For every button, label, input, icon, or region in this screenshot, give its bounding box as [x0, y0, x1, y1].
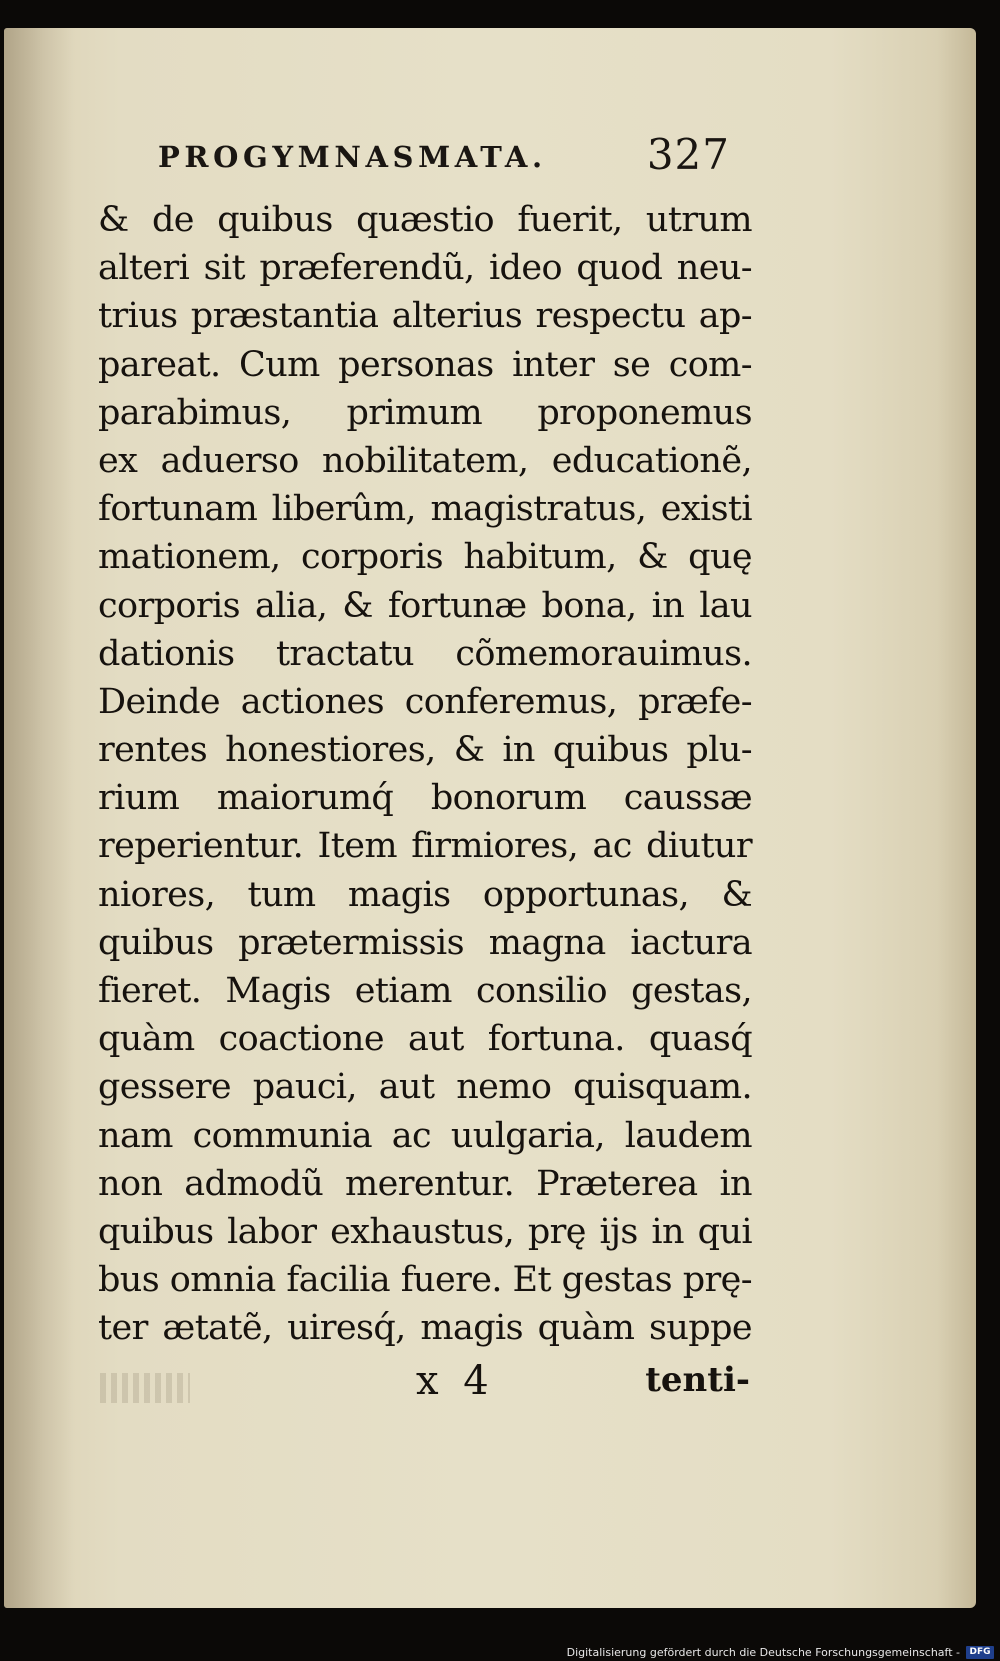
text-line: & de quibus quæstio fuerit, utrum [98, 200, 752, 240]
text-line: reperientur. Item firmiores, ac diutur [98, 826, 752, 867]
dfg-logo-icon: DFG [966, 1646, 994, 1659]
digitization-notice: Digitalisierung gefördert durch die Deutsche Forschungsgemeinschaft - [566, 1646, 960, 1659]
text-line: fortunam liberûm, magistratus, existi [98, 489, 752, 530]
text-line: dationis tractatu cõmemorauimus. [98, 633, 752, 674]
text-line: alteri sit præferendũ, ideo quod neu- [98, 248, 752, 289]
text-line: rium maiorumq́ bonorum caussæ [98, 778, 752, 819]
digitization-bar [0, 1644, 1000, 1661]
catchword: tenti- [645, 1360, 750, 1400]
text-line: pareat. Cum personas inter se com- [98, 344, 752, 385]
text-line: nam communia ac uulgaria, laudem [98, 1115, 752, 1156]
text-line: ter ætatẽ, uiresq́, magis quàm suppe [98, 1308, 752, 1349]
text-line: niores, tum magis opportunas, & [98, 874, 752, 915]
page-footer [98, 1358, 752, 1406]
text-line: trius præstantia alterius respectu ap- [98, 296, 752, 337]
text-line: bus omnia facilia fuere. Et gestas prę- [98, 1260, 752, 1301]
text-line: quàm coactione aut fortuna. quasq́ [98, 1019, 752, 1060]
text-line: quibus prætermissis magna iactura [98, 922, 752, 963]
text-line: gessere pauci, aut nemo quisquam. [98, 1067, 752, 1108]
text-line: Deinde actiones conferemus, præfe- [98, 681, 752, 722]
text-line: quibus labor exhaustus, prę ijs in qui [98, 1211, 752, 1252]
text-line: ex aduerso nobilitatem, educationẽ, [98, 440, 752, 481]
book-page [4, 28, 976, 1608]
text-line: mationem, corporis habitum, & quę [98, 537, 752, 578]
running-head [154, 128, 734, 184]
page-number: 327 [646, 130, 730, 179]
body-text [98, 196, 752, 1353]
text-line: fieret. Magis etiam consilio gestas, [98, 971, 752, 1011]
text-line: corporis alia, & fortunæ bona, in lau [98, 585, 752, 626]
running-head-title: PROGYMNASMATA. [158, 140, 547, 174]
signature-mark: x 4 [416, 1358, 495, 1404]
text-line: non admodũ merentur. Præterea in [98, 1163, 752, 1204]
gutter-shadow [4, 28, 74, 1608]
text-line: parabimus, primum proponemus [98, 392, 752, 433]
text-line: rentes honestiores, & in quibus plu- [98, 730, 752, 771]
